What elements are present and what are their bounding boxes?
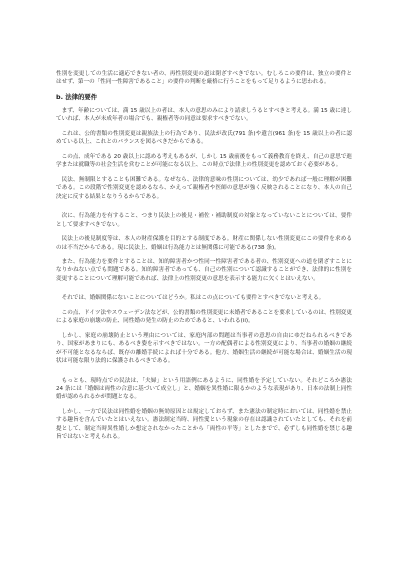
paragraph: 民法上の後見制度等は、本人の財産保護を目的とする制度である。財産に関係しない性別変更にこの要件を求めるのは不当だからである。現に民法上、婚姻は行為能力とは無関係に可能である(738 条)。 [56, 236, 352, 251]
paragraph: この点、成年である 20 歳以上に認める考えもあるが、しかし 15 歳前後をもって義務教育を終え、自己の意思で進学または就職等の社会生活を営むことが可能になる以上、この時点で法律上の性別変更を認めておく必要がある。 [56, 153, 352, 169]
paragraph: また、行為能力を要件とすることは、知的障害者かつ性同一性障害者である者の、性別変更への道を閉ざすことになりかねない点でも問題である。知的障害者であっても、自己の性別について認識することができ、法律的に性別を変更することについて理解可能であれば、法律上の性別変更の意思を表示する能力に欠くとはいえない。 [56, 259, 352, 282]
paragraph: この点、ドイツ法やスウェーデン法などが、公的書類の性別変更に未婚者であることを要求しているのは、性別変更による家庭の崩壊の防止、同性婚の発生の防止のためであると、いわれる(ii)。 [56, 310, 352, 325]
paragraph: 次に、行為能力を有すること、つまり民法上の後見・補佐・補助制度の対象となっていないことについては、要件として要求すべきでない。 [56, 213, 352, 228]
paragraph: 民法、無制限とすることも困難である。なぜなら、法律的意味の性別については、幼少であれば一般に理解が困難である。この段階で性別変更を認めるなら、かえって親権者や医師の意思が強く反映されることになり、本人の自己決定に反する結果となりうるからである。 [56, 176, 352, 200]
section-heading: b. 法律的要件 [56, 92, 98, 101]
paragraph: まず、年齢については、満 15 歳以上の者は、本人の意思のみにより請求しうるとすべきと考える。満 15 歳に達していれば、本人が未成年者の場合でも、親権者等の同意は要求すべきでない。 [56, 107, 352, 123]
paragraph: 性別を変更しての生活に適応できない者の、再性別変更の道は閉ざすべきでない。むしろこの要件は、独立の要件とはせず、第一の「性同一性障害であること」の要件の判断を厳格に行うことをもって足りるように思われる。 [56, 71, 352, 86]
paragraph: しかし、一方で民法は同性婚を婚姻の無効原因とは規定しておらず、また憲法の制定時においては、同性婚を禁止する趣旨を含んでいたとはいえない。憲法制定当時、同性愛という現象の存在は認識されていたとしても、それを前提として、制定当時異性婚しか想定されなかったことから「両性の平等」としたまでで、必ずしも同性婚を禁じる趣旨ではないと考えられる。 [56, 409, 352, 440]
paragraph: もっとも、現時点での民法は、「夫婦」という用語例にあるように、同性婚を予定していない。それどころか憲法 24 条には「婚姻は両性の合意に基づいて成立し」と、婚姻を異性婚に限るかのような表現があり、日本の法制上同性婚が認められるかが問題となる。 [56, 377, 352, 401]
paragraph: しかし、家庭の崩壊防止という理由については、家庭内部の問題は当事者の意思の自由にゆだねられるべきであり、国家があまりにも、あるべき姿を示すべきではない。一方の配偶者による性別変更により、当事者の婚姻の継続が不可能となるならば、既存の離婚手続によれば十分である。他方、婚姻生活の継続が可能な場合は、婚姻生活の現状は可能な限り法的に保護されるべきである。 [56, 333, 352, 365]
paragraph: それでは、婚姻関係にないことについてはどうか。私はこの点についても要件とすべきでないと考える。 [61, 295, 325, 302]
paragraph: これは、公的書類の性別変更は親族法上の行為であり、民法が改氏(791 条)や遺言(961 条)を 15 歳以上の者に認めている以上、これとのバランスを図るべきだからである。 [56, 130, 352, 146]
